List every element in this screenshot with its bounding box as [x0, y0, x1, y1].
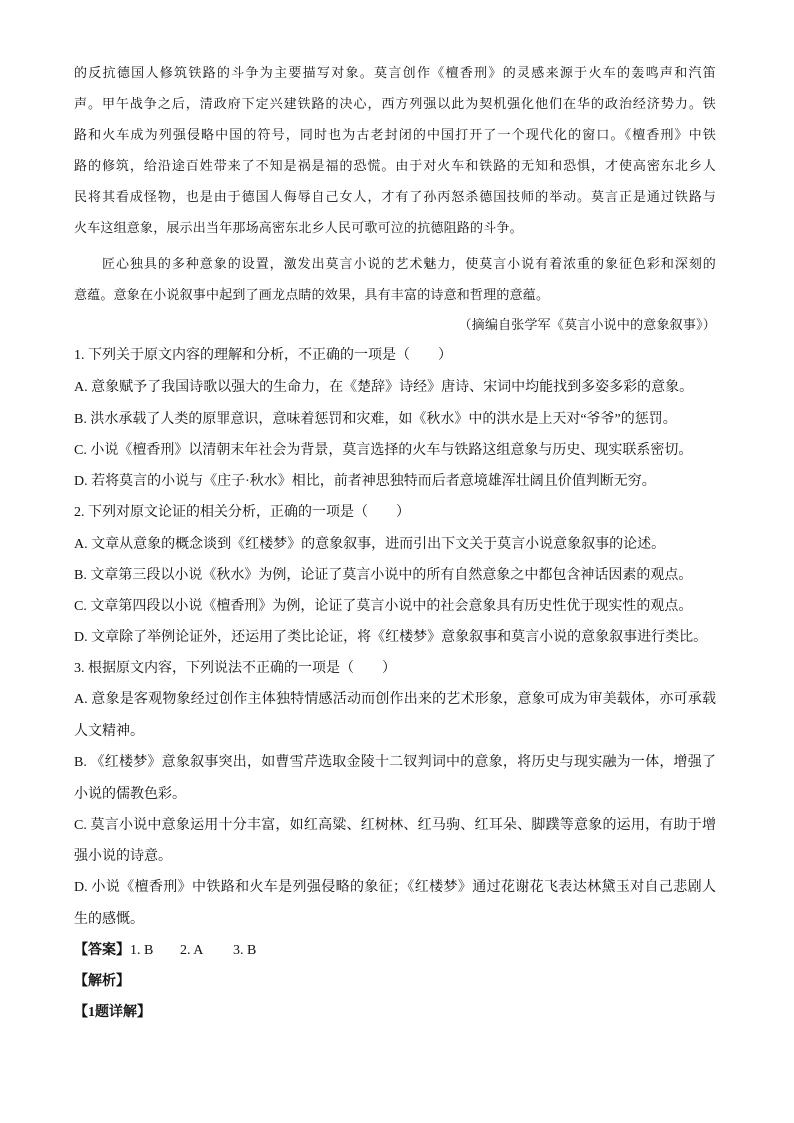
question-3-stem: 3. 根据原文内容，下列说法不正确的一项是（ ）: [74, 661, 396, 676]
answer-label: 【答案】: [74, 943, 130, 958]
question-1-option-d: D. 若将莫言的小说与《庄子·秋水》相比，前者神思独特而后者意境雄浑壮阔且价值判断无穷。: [74, 474, 656, 489]
question-1-option-b: B. 洪水承载了人类的原罪意识，意味着惩罚和灾难，如《秋水》中的洪水是上天对“爷爷”的惩罚。: [74, 412, 677, 427]
question-3-option-d: D. 小说《檀香刑》中铁路和火车是列强侵略的象征；《红楼梦》通过花谢花飞表达林黛玉对自己悲剧人: [74, 880, 716, 895]
question-3-option-a-cont: 人文精神。: [74, 724, 144, 739]
question-2-stem: 2. 下列对原文论证的相关分析，正确的一项是（ ）: [74, 505, 410, 520]
question-1-option-a: A. 意象赋予了我国诗歌以强大的生命力，在《楚辞》诗经》唐诗、宋词中均能找到多姿多彩的意象。: [74, 380, 694, 395]
question-2-option-d: D. 文章除了举例论证外，还运用了类比论证，将《红楼梦》意象叙事和莫言小说的意象叙事进行类比。: [74, 630, 708, 645]
passage-line: 民将其看成怪物，也是由于德国人侮辱自己女人，才有了孙丙怒杀德国技师的举动。莫言正是通过铁路与: [74, 190, 716, 205]
passage-line: 的反抗德国人修筑铁路的斗争为主要描写对象。莫言创作《檀香刑》的灵感来源于火车的轰鸣声和汽笛: [74, 66, 716, 81]
answer-value: 3. B: [233, 943, 257, 958]
question-2-option-b: B. 文章第三段以小说《秋水》为例，论证了莫言小说中的所有自然意象之中都包含神话因素的观点。: [74, 568, 693, 583]
answer-line: [74, 941, 716, 961]
passage-source: （摘编自张学军《莫言小说中的意象叙事》）: [458, 318, 716, 333]
passage-line: 匠心独具的多种意象的设置，激发出莫言小说的艺术魅力，使莫言小说有着浓重的象征色彩和深刻的: [102, 257, 716, 272]
analysis-detail-label: 【1题详解】: [74, 1005, 151, 1020]
question-3-option-a: A. 意象是客观物象经过创作主体独特情感活动而创作出来的艺术形象，意象可成为审美载体，亦可承载: [74, 692, 716, 707]
passage-line: 路的修筑，给沿途百姓带来了不知是祸是福的恐慌。由于对火车和铁路的无知和恐惧，才使高密东北乡人: [74, 159, 716, 174]
question-3-option-b: B. 《红楼梦》意象叙事突出，如曹雪芹选取金陵十二钗判词中的意象，将历史与现实融为一体，增强了: [74, 755, 716, 770]
question-3-option-c-cont: 强小说的诗意。: [74, 849, 172, 864]
passage-line: 意蕴。意象在小说叙事中起到了画龙点睛的效果，具有丰富的诗意和哲理的意蕴。: [74, 288, 550, 303]
passage-line: 声。甲午战争之后，清政府下定兴建铁路的决心，西方列强以此为契机强化他们在华的政治经济势力。铁: [74, 97, 716, 112]
passage-line: 路和火车成为列强侵略中国的符号，同时也为古老封闭的中国打开了一个现代化的窗口。《檀香刑》中铁: [74, 128, 716, 143]
analysis-label: 【解析】: [74, 974, 130, 989]
question-1-stem: 1. 下列关于原文内容的理解和分析，不正确的一项是（ ）: [74, 348, 452, 363]
question-3-option-b-cont: 小说的儒教色彩。: [74, 787, 186, 802]
question-3-option-c: C. 莫言小说中意象运用十分丰富，如红高粱、红树林、红马驹、红耳朵、脚蹼等意象的运用，有助于增: [74, 818, 716, 833]
question-1-option-c: C. 小说《檀香刑》以清朝末年社会为背景，莫言选择的火车与铁路这组意象与历史、现实联系密切。: [74, 443, 693, 458]
answer-value: 1. B: [130, 943, 154, 958]
question-2-option-c: C. 文章第四段以小说《檀香刑》为例，论证了莫言小说中的社会意象具有历史性优于现实性的观点。: [74, 599, 693, 614]
answer-value: 2. A: [180, 943, 204, 958]
passage-line: 火车这组意象，展示出当年那场高密东北乡人民可歌可泣的抗德阻路的斗争。: [74, 221, 523, 236]
question-2-option-a: A. 文章从意象的概念谈到《红楼梦》的意象叙事，进而引出下文关于莫言小说意象叙事的论述。: [74, 537, 666, 552]
question-3-option-d-cont: 生的感慨。: [74, 912, 144, 927]
